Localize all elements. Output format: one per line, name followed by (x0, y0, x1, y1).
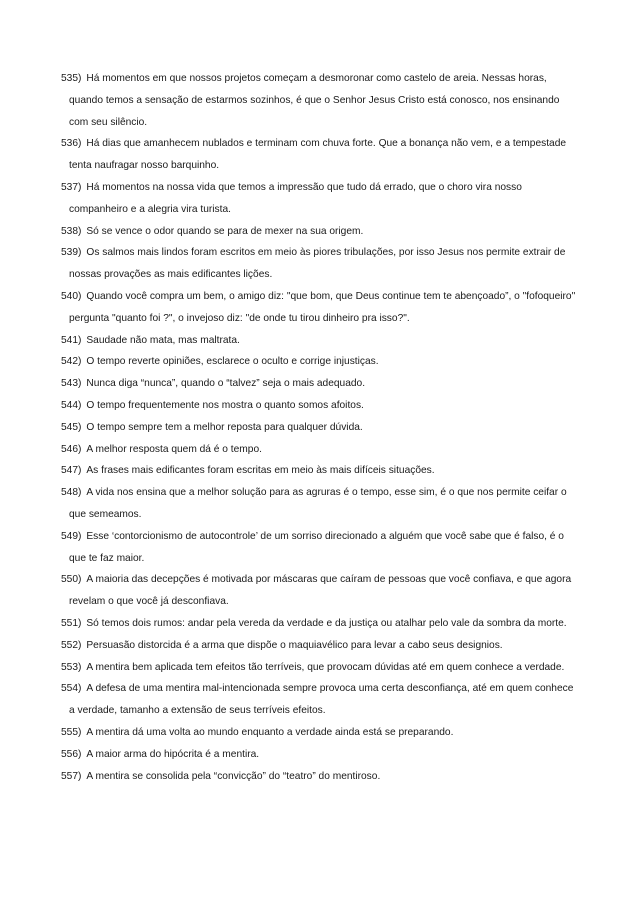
entry-number: 536) (61, 138, 82, 150)
list-item (61, 286, 581, 330)
entry-text: A mentira dá uma volta ao mundo enquanto a verdade ainda está se preparando. (86, 726, 454, 738)
list-item (61, 526, 581, 570)
list-item (61, 722, 581, 744)
entry-number: 541) (61, 334, 82, 346)
entry-text: A mentira se consolida pela “convicção” do “teatro” do mentiroso. (86, 770, 381, 782)
list-item (61, 351, 581, 373)
list-item (61, 417, 581, 439)
entry-text: Há momentos em que nossos projetos começam a desmoronar como castelo de areia. Nessas horas, quando temos a sensação de estarmos sozinhos, é que o Senhor Jesus Cristo está conosco, nos ensinando com seu silêncio. (69, 73, 560, 128)
entry-text: Persuasão distorcida é a arma que dispõe o maquiavélico para levar a cabo seus designios. (86, 639, 503, 651)
entry-text: Os salmos mais lindos foram escritos em meio às piores tribulações, por isso Jesus nos permite extrair de nossas provações as mais edificantes lições. (69, 247, 566, 281)
entry-text: A maioria das decepções é motivada por máscaras que caíram de pessoas que você confiava, e que agora revelam o que você já desconfiava. (69, 574, 572, 608)
entry-number: 545) (61, 421, 82, 433)
entry-text: Há momentos na nossa vida que temos a impressão que tudo dá errado, que o choro vira nosso companheiro e a alegria vira turista. (69, 181, 522, 215)
entry-number: 543) (61, 378, 82, 390)
entry-text: Nunca diga “nunca”, quando o “talvez” seja o mais adequado. (86, 378, 366, 390)
entry-number: 551) (61, 617, 82, 629)
entry-text: As frases mais edificantes foram escritas em meio às mais difíceis situações. (86, 465, 435, 477)
entry-text: Quando você compra um bem, o amigo diz: "que bom, que Deus continue tem te abençoado”, o "fofoqueiro" pergunta "quanto foi ?", o invejoso diz: "de onde tu tirou dinheiro pra isso?". (69, 290, 576, 324)
entry-number: 539) (61, 247, 82, 259)
list-item (61, 330, 581, 352)
entry-number: 552) (61, 639, 82, 651)
entry-text: A melhor resposta quem dá é o tempo. (86, 443, 262, 455)
entry-text: O tempo sempre tem a melhor reposta para qualquer dúvida. (86, 421, 363, 433)
entry-number: 542) (61, 356, 82, 368)
entry-text: A vida nos ensina que a melhor solução para as agruras é o tempo, esse sim, é o que nos permite ceifar o que semeamos. (69, 487, 567, 520)
entry-number: 557) (61, 770, 82, 782)
entry-number: 540) (61, 290, 82, 302)
entry-text: Esse ‘contorcionismo de autocontrole’ de um sorriso direcionado a alguém que você sabe que é falso, é o que te faz maior. (69, 530, 564, 564)
list-item (61, 68, 581, 133)
entry-number: 535) (61, 73, 82, 84)
list-item (61, 482, 581, 526)
entry-text: A mentira bem aplicada tem efeitos tão terríveis, que provocam dúvidas até em quem conhece a verdade. (86, 661, 565, 673)
entry-number: 537) (61, 181, 82, 193)
entry-number: 550) (61, 574, 82, 586)
list-item (61, 460, 581, 482)
list-item (61, 395, 581, 417)
entry-number: 555) (61, 726, 82, 738)
entry-number: 544) (61, 399, 82, 411)
entry-number: 538) (61, 225, 82, 237)
list-item (61, 569, 581, 613)
list-item (61, 373, 581, 395)
list-item (61, 678, 581, 722)
entry-text: A maior arma do hipócrita é a mentira. (86, 748, 260, 760)
entry-number: 549) (61, 530, 82, 542)
entry-text: A defesa de uma mentira mal-intencionada sempre provoca uma certa desconfiança, até em quem conhece a verdade, tamanho a extensão de seus terríveis efeitos. (69, 683, 574, 717)
entry-text: O tempo reverte opiniões, esclarece o oculto e corrige injustiças. (86, 356, 379, 368)
entry-number: 553) (61, 661, 82, 673)
entry-text: Só se vence o odor quando se para de mexer na sua origem. (86, 225, 364, 237)
entry-number: 547) (61, 465, 82, 477)
entry-number: 548) (61, 487, 82, 499)
list-item (61, 744, 581, 766)
list-item (61, 221, 581, 243)
list-item (61, 766, 581, 788)
list-item (61, 635, 581, 657)
entry-number: 556) (61, 748, 82, 760)
numbered-quote-list (61, 68, 581, 787)
list-item (61, 133, 581, 177)
list-item (61, 657, 581, 679)
list-item (61, 439, 581, 461)
list-item (61, 177, 581, 221)
entry-text: Saudade não mata, mas maltrata. (86, 334, 240, 346)
list-item (61, 613, 581, 635)
entry-number: 554) (61, 683, 82, 695)
list-item (61, 242, 581, 286)
entry-text: Só temos dois rumos: andar pela vereda da verdade e da justiça ou atalhar pelo vale da sombra da morte. (86, 617, 567, 629)
entry-number: 546) (61, 443, 82, 455)
entry-text: O tempo frequentemente nos mostra o quanto somos afoitos. (86, 399, 364, 411)
entry-text: Há dias que amanhecem nublados e terminam com chuva forte. Que a bonança não vem, e a tempestade tenta naufragar nosso barquinho. (69, 138, 567, 172)
